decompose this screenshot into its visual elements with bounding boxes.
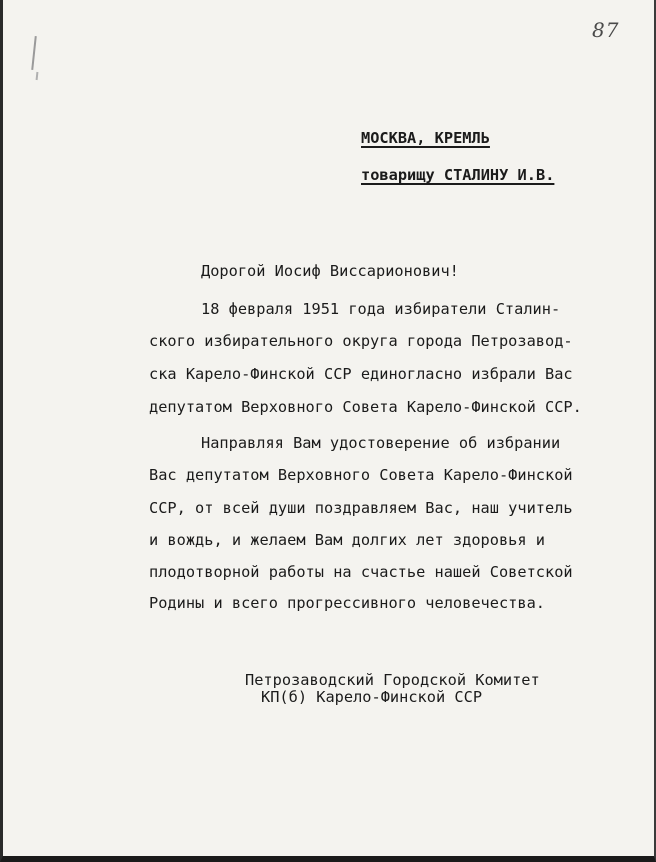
page-number: 87 [592,18,620,42]
salutation: Дорогой Иосиф Виссарионович! [201,262,459,280]
paragraph-1-line: депутатом Верховного Совета Карело-Финской ССР. [149,398,582,416]
paragraph-2-line: Направляя Вам удостоверение об избрании [201,434,561,452]
signature-line-2: КП(б) Карело-Финской ССР [261,688,483,706]
paragraph-2-line: Вас депутатом Верховного Совета Карело-Финской [149,466,573,484]
address-line-1: МОСКВА, КРЕМЛЬ [361,129,490,147]
paragraph-1-line: 18 февраля 1951 года избиратели Сталин- [201,300,561,318]
signature-line-1: Петрозаводский Городской Комитет [245,671,540,689]
paragraph-2-line: плодотворной работы на счастье нашей Советской [149,563,573,581]
paragraph-2-line: и вождь, и желаем Вам долгих лет здоровья и [149,531,546,549]
address-line-2: товарищу СТАЛИНУ И.В. [361,166,555,184]
margin-pencil-mark [31,36,37,70]
paragraph-2-line: Родины и всего прогрессивного человечества. [149,594,546,612]
paragraph-2-line: ССР, от всей души поздравляем Вас, наш учитель [149,499,573,517]
paragraph-1-line: ского избирательного округа города Петрозавод- [149,332,573,350]
margin-pencil-mark-lower [36,72,39,80]
paragraph-1-line: ска Карело-Финской ССР единогласно избрали Вас [149,365,573,383]
